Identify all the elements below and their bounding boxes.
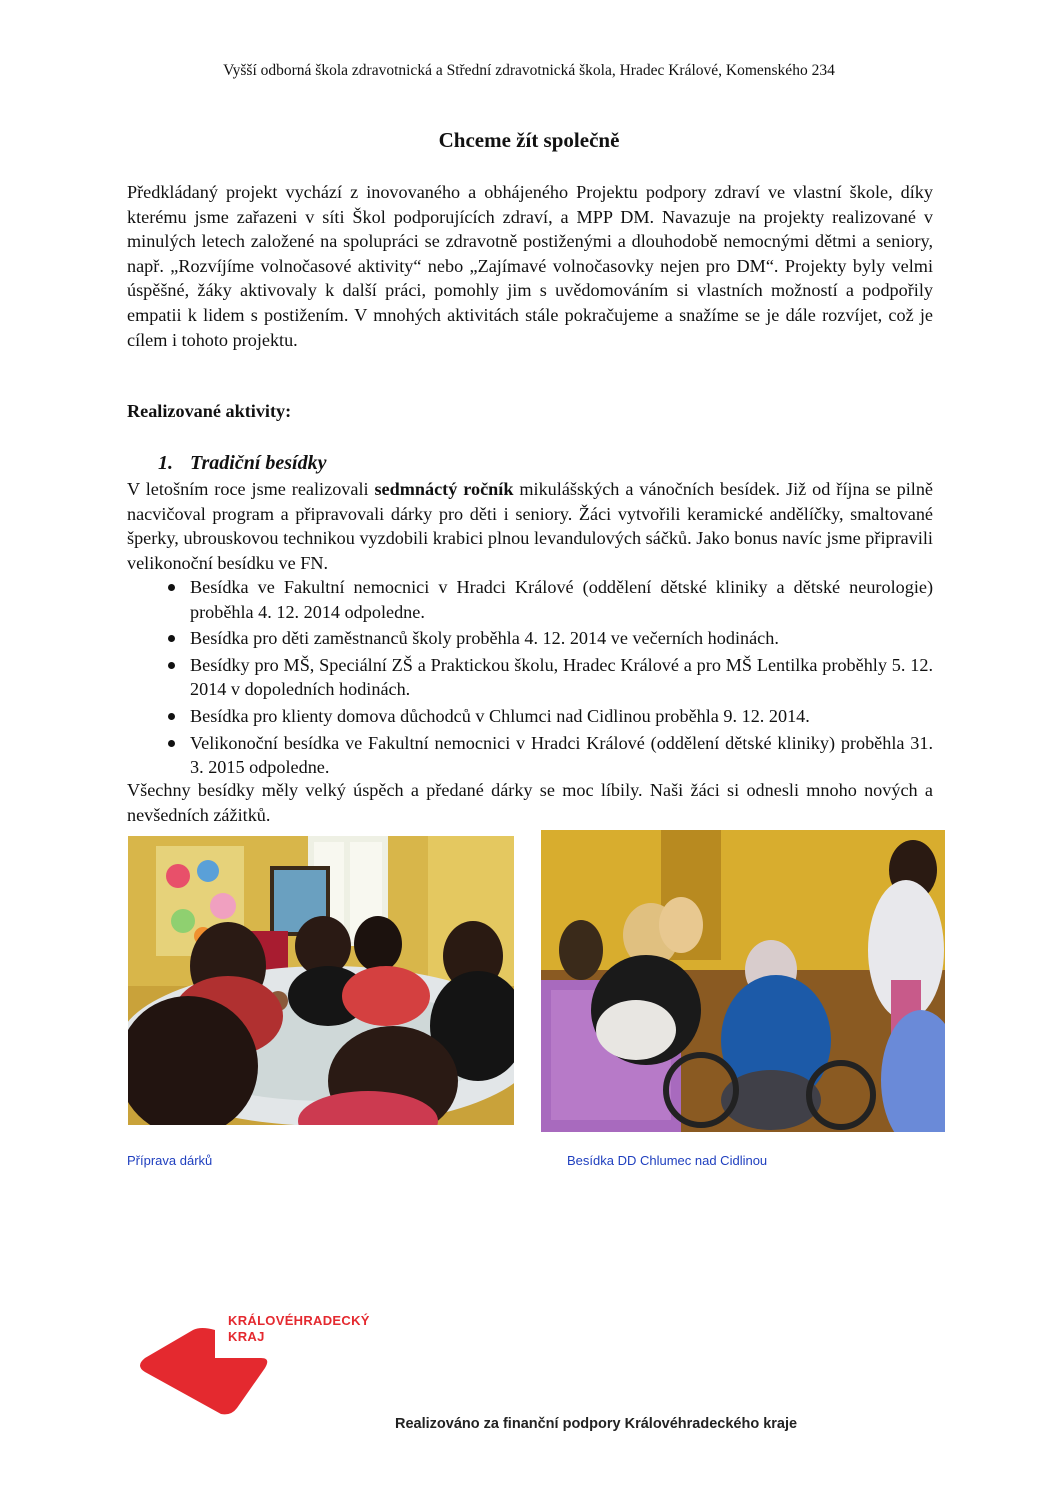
event-list <box>160 575 933 782</box>
bullet-icon <box>168 584 175 591</box>
photo-caption-left: Příprava dárků <box>127 1153 213 1168</box>
closing-paragraph: Všechny besídky měly velký úspěch a předané dárky se moc líbily. Naši žáci si odnesli mnoho nových a nevšedních zážitků. <box>127 780 933 825</box>
list-item-text: Besídka pro děti zaměstnanců školy proběhla 4. 12. 2014 ve večerních hodinách. <box>190 628 779 649</box>
list-item <box>160 731 933 780</box>
photo-gift-preparation <box>128 836 514 1125</box>
list-item-text: Velikonoční besídka ve Fakultní nemocnici v Hradci Králové (oddělení dětské kliniky) proběhla 31. 3. 2015 odpoledne. <box>190 732 933 778</box>
school-header: Vyšší odborná škola zdravotnická a Střední zdravotnická škola, Hradec Králové, Komenského 234 <box>223 62 835 79</box>
photo-retirement-home-event <box>541 830 945 1132</box>
bullet-icon <box>168 662 175 669</box>
logo-line-2: KRAJ <box>228 1329 265 1344</box>
list-item-text: Besídka ve Fakultní nemocnici v Hradci Králové (oddělení dětské kliniky a dětské neurologie) proběhla 4. 12. 2014 odpoledne. <box>190 577 933 622</box>
paragraph-text-end: mikulášských a vánočních besídek. Již od října se pilně nacvičoval program a připravovali dárky pro děti i seniory. Žáci vytvořili keramické andělíčky, smaltované šperky, ubrouskovou technikou vyzdobili krabici plnou levandulových sáčků. Jako bonus navíc jsme připravili velikonoční besídku ve FN. <box>127 479 933 573</box>
paragraph-bold-text: sedmnáctý ročník <box>374 479 514 499</box>
list-item-text: Besídka pro klienty domova důchodců v Chlumci nad Cidlinou proběhla 9. 12. 2014. <box>190 705 810 726</box>
page-title: Chceme žít společně <box>438 128 620 152</box>
list-item-text: Besídky pro MŠ, Speciální ZŠ a Praktickou školu, Hradec Králové a pro MŠ Lentilka proběhly 5. 12. 2014 v dopoledních hodinách. <box>190 654 933 700</box>
logo-text <box>228 1313 370 1345</box>
bullet-icon <box>168 713 175 720</box>
photo-caption-right: Besídka DD Chlumec nad Cidlinou <box>567 1153 768 1168</box>
list-item <box>160 653 933 702</box>
logo-line-1: KRÁLOVÉHRADECKÝ <box>228 1313 370 1328</box>
paragraph-text-start: V letošním roce jsme realizovali <box>127 479 375 499</box>
list-item <box>160 575 933 624</box>
activity-paragraph <box>127 477 933 575</box>
activity-number: 1. <box>158 452 173 474</box>
list-item <box>160 704 933 729</box>
list-item <box>160 626 933 651</box>
bullet-icon <box>168 635 175 642</box>
section-heading: Realizované aktivity: <box>127 401 292 421</box>
funding-footer: Realizováno za finanční podpory Královéhradeckého kraje <box>395 1416 798 1432</box>
bullet-icon <box>168 740 175 747</box>
activity-title: Tradiční besídky <box>190 452 327 474</box>
activity-heading <box>158 452 326 475</box>
intro-paragraph: Předkládaný projekt vychází z inovovaného a obhájeného Projektu podpory zdraví ve vlastní škole, díky kterému jsme zařazeni v síti Škol podporujících zdraví, a MPP DM. Navazuje na projekty realizované v minulých letech založené na spolupráci se zdravotně postiženými a dlouhodobě nemocnými dětmi a seniory, např. „Rozvíjíme volnočasové aktivity“ nebo „Zajímavé volnočasovky nejen pro DM“. Projekty byly velmi úspěšné, žáky aktivovaly k další práci, pomohly jim s uvědomováním si vlastních možností a podpořily empatii k lidem s postižením. V mnohých aktivitách stále pokračujeme a snažíme se je dále rozvíjet, což je cílem i tohoto projektu. <box>127 182 933 350</box>
